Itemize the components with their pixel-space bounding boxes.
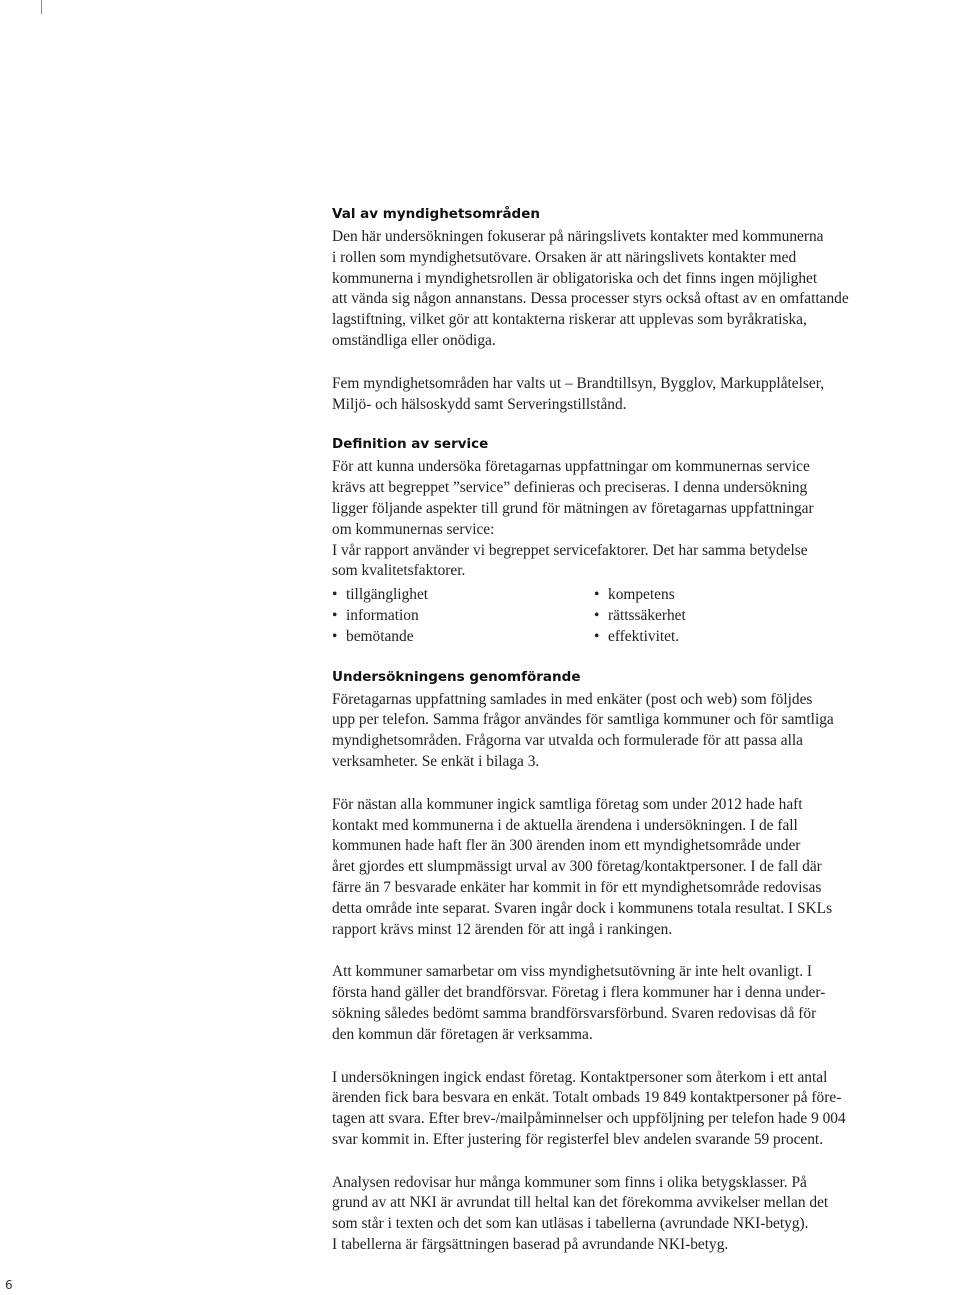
text-line: svar kommit in. Efter justering för registerfel blev andelen svarande 59 procent. bbox=[332, 1130, 824, 1148]
paragraph-definition-1 bbox=[332, 457, 892, 582]
bullet-icon: • bbox=[332, 586, 338, 604]
text-line: Att kommuner samarbetar om viss myndighetsutövning är inte helt ovanligt. I bbox=[332, 963, 813, 981]
text-line: I vår rapport använder vi begreppet servicefaktorer. Det har samma betydelse bbox=[332, 541, 808, 559]
text-line: Företagarnas uppfattning samlades in med enkäter (post och web) som följdes bbox=[332, 690, 813, 708]
bullet-icon: • bbox=[594, 627, 600, 645]
paragraph-genomforande-1 bbox=[332, 690, 892, 773]
bullet-label: information bbox=[346, 606, 419, 624]
bullet-label: kompetens bbox=[608, 586, 675, 604]
text-line: första hand gäller det brandförsvar. Företag i flera kommuner har i denna under- bbox=[332, 984, 826, 1002]
aspect-bullet-list bbox=[332, 585, 892, 647]
paragraph-genomforande-4 bbox=[332, 1068, 892, 1151]
text-line: året gjordes ett slumpmässigt urval av 300 företag/kontaktpersoner. I de fall där bbox=[332, 858, 822, 876]
paragraph-val-2 bbox=[332, 374, 892, 416]
text-line: Fem myndighetsområden har valts ut – Brandtillsyn, Bygglov, Markupplåtelser, bbox=[332, 374, 825, 392]
page-number: 6 bbox=[5, 1278, 13, 1292]
text-line: Analysen redovisar hur många kommuner som finns i olika betygsklasser. På bbox=[332, 1173, 807, 1191]
bullet-label: bemötande bbox=[346, 627, 414, 645]
text-line: färre än 7 besvarade enkäter har kommit in för ett myndighetsområde redovisas bbox=[332, 878, 822, 896]
text-line: sökning således bedömt samma brandförsvarsförbund. Svaren redovisas då för bbox=[332, 1004, 817, 1022]
bullet-item bbox=[594, 606, 856, 627]
text-line: som kvalitetsfaktorer. bbox=[332, 562, 466, 580]
bullet-item bbox=[594, 627, 856, 648]
paragraph-genomforande-2 bbox=[332, 795, 892, 941]
text-line: I undersökningen ingick endast företag. Kontaktpersoner som återkom i ett antal bbox=[332, 1068, 828, 1086]
text-line: att vända sig någon annanstans. Dessa processer styrs också oftast av en omfattande bbox=[332, 290, 849, 308]
text-line: För nästan alla kommuner ingick samtliga företag som under 2012 hade haft bbox=[332, 795, 803, 813]
bullet-item bbox=[332, 606, 594, 627]
bullet-icon: • bbox=[332, 627, 338, 645]
text-line: i rollen som myndighetsutövare. Orsaken är att näringslivets kontakter med bbox=[332, 248, 797, 266]
bullet-icon: • bbox=[332, 606, 338, 624]
text-line: krävs att begreppet ”service” definieras och preciseras. I denna undersökning bbox=[332, 479, 808, 497]
text-line: grund av att NKI är avrundat till heltal kan det förekomma avvikelser mellan det bbox=[332, 1194, 829, 1212]
text-line: ärenden fick bara besvara en enkät. Totalt ombads 19 849 kontaktpersoner på före- bbox=[332, 1089, 842, 1107]
text-line: I tabellerna är färgsättningen baserad på avrundande NKI-betyg. bbox=[332, 1236, 729, 1254]
text-line: verksamheter. Se enkät i bilaga 3. bbox=[332, 752, 540, 770]
text-line: den kommun där företagen är verksamma. bbox=[332, 1025, 593, 1043]
page-content bbox=[332, 205, 892, 1256]
text-line: kommunen hade haft fler än 300 ärenden inom ett myndighetsområde under bbox=[332, 837, 801, 855]
text-line: Den här undersökningen fokuserar på näringslivets kontakter med kommunerna bbox=[332, 228, 824, 245]
text-line: kommunerna i myndighetsrollen är obligatoriska och det finns ingen möjlighet bbox=[332, 269, 818, 287]
bullet-label: effektivitet. bbox=[608, 627, 680, 645]
text-line: rapport krävs minst 12 ärenden för att ingå i rankingen. bbox=[332, 920, 673, 938]
bullet-icon: • bbox=[594, 586, 600, 604]
text-line: För att kunna undersöka företagarnas uppfattningar om kommunernas service bbox=[332, 458, 810, 476]
text-line: detta område inte separat. Svaren ingår dock i kommunens totala resultat. I SKLs bbox=[332, 899, 833, 917]
text-line: upp per telefon. Samma frågor användes för samtliga kommuner och för samtliga bbox=[332, 711, 834, 729]
bullet-item bbox=[332, 585, 594, 606]
heading-val-av-myndighetsomraden: Val av myndighetsområden bbox=[332, 206, 540, 222]
text-line: kontakt med kommunerna i de aktuella ärendena i undersökningen. I de fall bbox=[332, 816, 798, 834]
text-line: omständliga eller onödiga. bbox=[332, 331, 496, 349]
text-line: ligger följande aspekter till grund för mätningen av företagarnas uppfattningar bbox=[332, 499, 814, 517]
text-line: som står i texten och det som kan utläsas i tabellerna (avrundade NKI-betyg). bbox=[332, 1215, 809, 1233]
text-line: Miljö- och hälsoskydd samt Serveringstillstånd. bbox=[332, 395, 627, 413]
bullet-label: rättssäkerhet bbox=[608, 606, 686, 624]
bullet-icon: • bbox=[594, 606, 600, 624]
bullet-column-right bbox=[594, 585, 856, 647]
bullet-column-left bbox=[332, 585, 594, 647]
text-line: tagen att svara. Efter brev-/mailpåminnelser och uppföljning per telefon hade 9 004 bbox=[332, 1110, 846, 1128]
text-line: lagstiftning, vilket gör att kontakterna riskerar att upplevas som byråkratiska, bbox=[332, 311, 807, 329]
heading-undersokningens-genomforande: Undersökningens genomförande bbox=[332, 668, 581, 685]
text-line: myndighetsområden. Frågorna var utvalda och formulerade för att passa alla bbox=[332, 732, 803, 750]
crop-mark bbox=[41, 0, 42, 14]
paragraph-genomforande-3 bbox=[332, 962, 892, 1045]
bullet-label: tillgänglighet bbox=[346, 586, 429, 604]
text-line: om kommunernas service: bbox=[332, 520, 495, 538]
bullet-item bbox=[332, 627, 594, 648]
paragraph-genomforande-5 bbox=[332, 1173, 892, 1256]
bullet-item bbox=[594, 585, 856, 606]
paragraph-val-1 bbox=[332, 227, 892, 352]
heading-definition-av-service: Definition av service bbox=[332, 436, 489, 453]
